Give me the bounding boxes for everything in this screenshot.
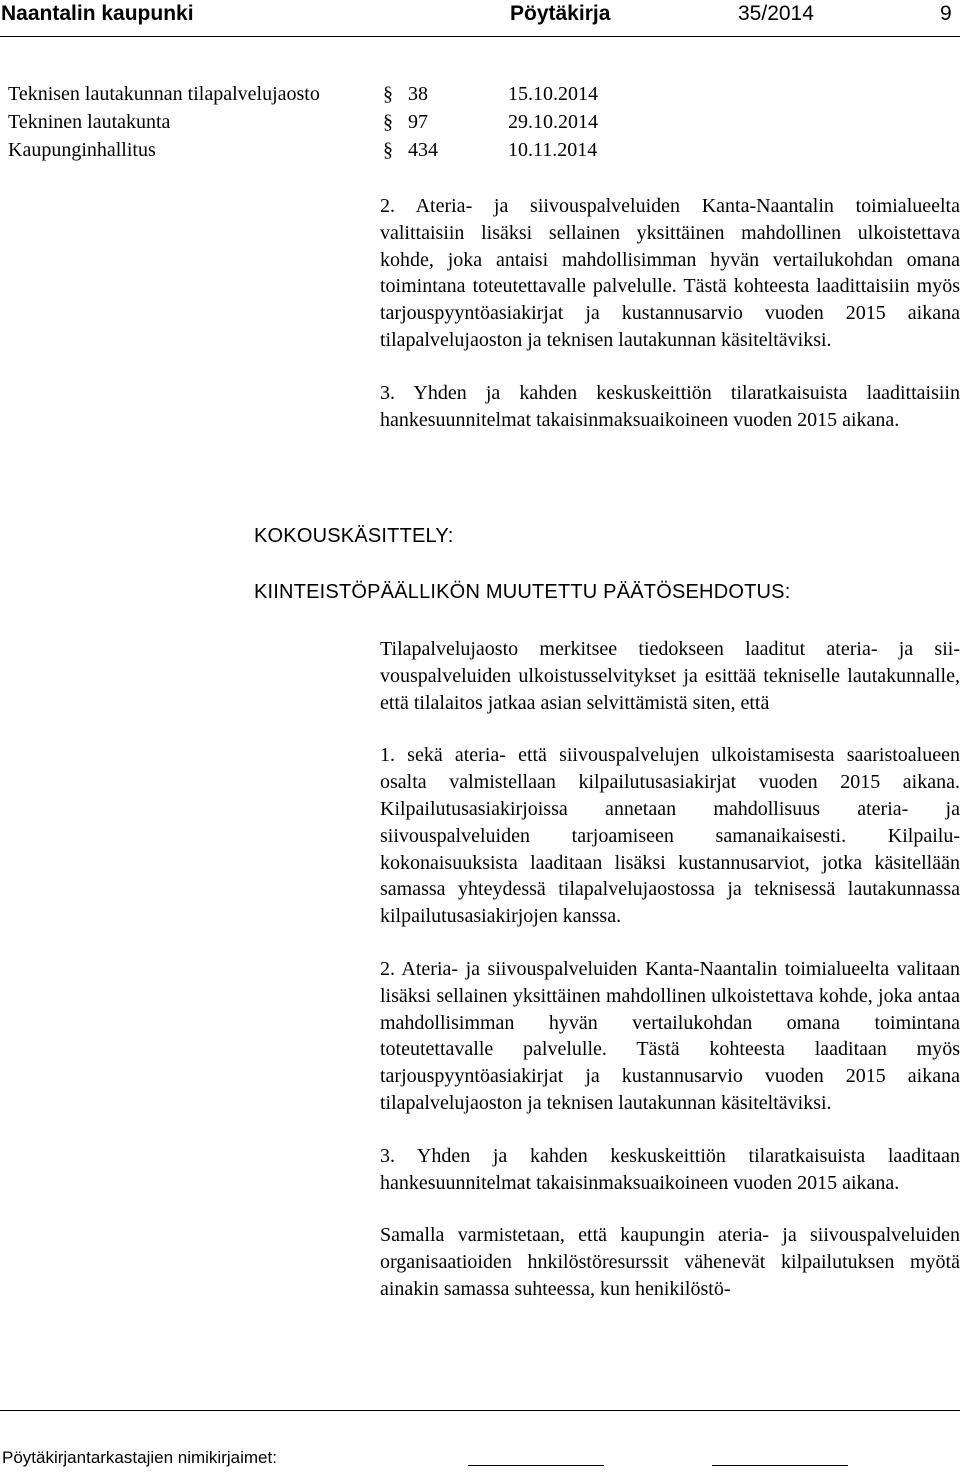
section-symbol: § [383, 139, 393, 161]
proceeding-section: 38 [408, 83, 428, 105]
initials-line [468, 1465, 604, 1466]
organization-name: Naantalin kaupunki [1, 2, 194, 25]
document-type: Pöytäkirja [510, 2, 611, 25]
intro-text [380, 193, 960, 433]
page-number: 9 [940, 2, 952, 25]
proceeding-row [8, 80, 708, 108]
proceeding-date: 15.10.2014 [508, 83, 598, 105]
proceeding-date: 10.11.2014 [508, 139, 598, 161]
proceedings-list [8, 80, 708, 164]
proceeding-section: 434 [408, 139, 438, 161]
paragraph: Tilapalvelujaosto merkitsee tiedokseen laaditut ateria- ja siivouspalveluiden ulkoistusselvitykset ja esittää tekniselle lautakunnalle, että tilalaitos jatkaa asian selvittämistä siten, että [380, 638, 960, 714]
footer-divider [0, 1410, 960, 1411]
proceeding-section: 97 [408, 111, 428, 133]
proceeding-body: Teknisen lautakunnan tilapalvelujaosto [8, 83, 320, 105]
proceeding-row [8, 108, 708, 136]
proceeding-body: Kaupunginhallitus [8, 139, 156, 161]
proceeding-body: Tekninen lautakunta [8, 111, 171, 133]
initials-label: Pöytäkirjantarkastajien nimikirjaimet: [2, 1448, 277, 1467]
proposal-text [380, 636, 960, 1303]
paragraph: Samalla varmistetaan, että kaupungin ateria- ja siivouspalveluiden organisaatioiden hnkilöstöresurssit vähenevät kilpailutuksen myötä ainakin samassa suhteessa, kun henikilöstö- [380, 1224, 960, 1300]
paragraph: 2. Ateria- ja siivouspalveluiden Kanta-Naantalin toimialueelta valittaisiin lisäksi sellainen yksittäinen mahdollinen ulkoistettava kohde, joka antaisi mahdollisimman hyvän vertailukohdan omana toimintana toteutettavalle palvelulle. Tästä kohteesta laadittaisiin myös tarjouspyyntöasiakirjat ja kustannusarvio vuoden 2015 aikana tilapalvelujaoston ja teknisen lautakunnan käsiteltäviksi. [380, 195, 960, 351]
proposal-label: KIINTEISTÖPÄÄLLIKÖN MUUTETTU PÄÄTÖSEHDOTUS: [254, 581, 791, 603]
paragraph: 2. Ateria- ja siivouspalveluiden Kanta-Naantalin toimialueelta valitaan lisäksi sellainen yksittäinen mahdollinen ulkoistettava kohde, joka antaa mahdollisimman hyvän vertailukohdan omana toimintana toteutettavalle palvelulle. Tästä kohteesta laaditaan myös tarjouspyyntöasiakirjat ja kustannusarvio vuoden 2015 aikana tilapalvelujaoston ja teknisen lautakunnan käsiteltäviksi. [380, 957, 960, 1114]
meeting-label: KOKOUSKÄSITTELY: [254, 525, 454, 547]
paragraph: 3. Yhden ja kahden keskuskeittiön tilaratkaisuista laaditaan hankesuunnitelmat takaisinmaksuaikoineen vuoden 2015 aikana. [380, 1144, 960, 1194]
section-symbol: § [383, 111, 393, 133]
paragraph: 3. Yhden ja kahden keskuskeittiön tilaratkaisuista laadittaisiin hankesuunnitelmat takaisinmaksuaikoineen vuoden 2015 aikana. [380, 381, 960, 431]
proceeding-row [8, 136, 708, 164]
initials-line [712, 1465, 848, 1466]
header-divider [0, 36, 960, 37]
page-header [0, 0, 960, 36]
proceeding-date: 29.10.2014 [508, 111, 598, 133]
document-number: 35/2014 [738, 2, 814, 25]
section-symbol: § [383, 83, 393, 105]
paragraph: 1. sekä ateria- että siivouspalvelujen ulkoistamisesta saaristoalueen osalta valmistellaan kilpailutusasiakirjat vuoden 2015 aikana. Kilpailutusasiakirjoissa annetaan mahdollisuus ateria- ja siivouspalveluiden tarjoamiseen samanaikaisesti. Kilpailukokonaisuuksista laaditaan lisäksi kustannusarviot, jotka käsitellään samassa yhteydessä tilapalvelujaostossa ja teknisessä lautakunnassa kilpailutusasiakirjojen kanssa. [380, 744, 960, 928]
